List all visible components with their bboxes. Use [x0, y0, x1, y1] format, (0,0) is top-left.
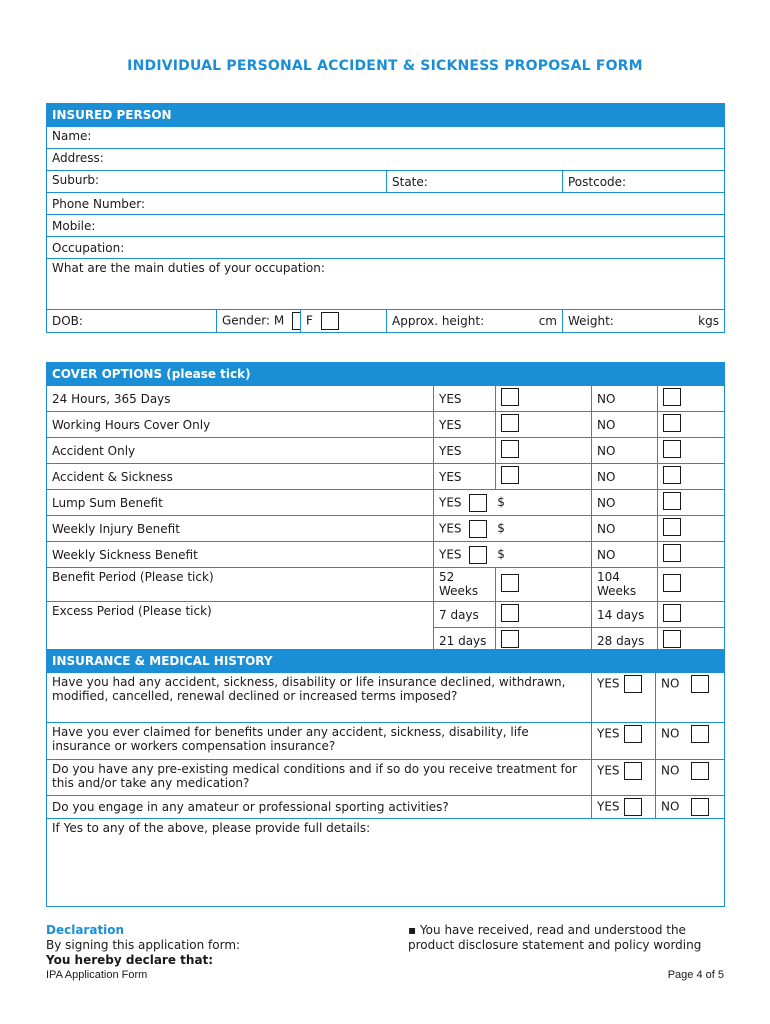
history-yes-checkbox[interactable] [624, 725, 642, 743]
ep-28-days-checkbox[interactable] [663, 630, 681, 648]
yes-amount-cell [434, 542, 592, 568]
mobile-field[interactable]: Mobile: [47, 215, 725, 237]
benefit-period-row [47, 568, 725, 602]
cover-row [47, 386, 725, 412]
full-details-field[interactable]: If Yes to any of the above, please provide full details: [47, 819, 725, 907]
no-cell [656, 723, 725, 760]
weight-unit: kgs [698, 314, 719, 328]
no-cell [656, 796, 725, 819]
yes-label: YES [597, 799, 620, 814]
declaration-heading: Declaration [46, 923, 125, 937]
address-field[interactable]: Address: [47, 149, 725, 171]
gender-f-checkbox[interactable] [321, 312, 339, 330]
yes-label: YES [439, 547, 462, 561]
cover-no-checkbox[interactable] [663, 414, 681, 432]
no-label: NO [592, 438, 658, 464]
no-cell [656, 673, 725, 723]
bp-52-weeks-checkbox[interactable] [501, 574, 519, 592]
cover-row-label: Weekly Sickness Benefit [47, 542, 434, 568]
insured-person-table [46, 103, 725, 333]
cover-row-label: 24 Hours, 365 Days [47, 386, 434, 412]
yes-label: YES [597, 763, 620, 778]
yes-label: YES [439, 495, 462, 509]
declaration-line2: You hereby declare that: [46, 953, 214, 967]
phone-field[interactable]: Phone Number: [47, 193, 725, 215]
no-label: NO [592, 386, 658, 412]
cover-no-checkbox[interactable] [663, 466, 681, 484]
cover-row [47, 516, 725, 542]
insured-person-header: INSURED PERSON [47, 104, 725, 127]
ep-14-days-checkbox[interactable] [663, 604, 681, 622]
dob-field[interactable]: DOB: [47, 310, 217, 333]
duties-field[interactable]: What are the main duties of your occupation: [47, 259, 725, 310]
yes-amount-cell [434, 490, 592, 516]
yes-cell [592, 673, 656, 723]
yes-label: YES [434, 412, 496, 438]
cover-no-checkbox[interactable] [663, 492, 681, 510]
gender-f-label: F [306, 313, 313, 328]
declaration-block [46, 923, 376, 968]
yes-label: YES [597, 726, 620, 741]
cover-row-label: Working Hours Cover Only [47, 412, 434, 438]
yes-cell [592, 723, 656, 760]
medical-history-header: INSURANCE & MEDICAL HISTORY [47, 650, 725, 673]
footer-form-name: IPA Application Form [46, 969, 148, 981]
history-yes-checkbox[interactable] [624, 675, 642, 693]
no-label: NO [592, 542, 658, 568]
footer-page-number: Page 4 of 5 [667, 969, 724, 981]
cover-row-label: Accident Only [47, 438, 434, 464]
gender-m-cell [217, 310, 301, 333]
cover-row [47, 464, 725, 490]
history-question: Have you ever claimed for benefits under any accident, sickness, disability, life insurance or workers compensation insurance? [47, 723, 592, 760]
cover-yes-checkbox[interactable] [469, 494, 487, 512]
cover-row-label: Accident & Sickness [47, 464, 434, 490]
yes-cell [592, 796, 656, 819]
cover-yes-checkbox[interactable] [469, 520, 487, 538]
cover-no-checkbox[interactable] [663, 440, 681, 458]
no-cell [656, 760, 725, 796]
cover-options-header: COVER OPTIONS (please tick) [47, 363, 725, 386]
cover-row-label: Lump Sum Benefit [47, 490, 434, 516]
height-unit: cm [538, 314, 557, 328]
cover-row [47, 490, 725, 516]
bp-104-weeks-checkbox[interactable] [663, 574, 681, 592]
no-label: NO [661, 676, 680, 691]
yes-label: YES [439, 521, 462, 535]
cover-yes-checkbox[interactable] [501, 466, 519, 484]
dollar-label: $ [497, 521, 505, 535]
cover-row [47, 438, 725, 464]
state-field[interactable]: State: [387, 171, 563, 193]
cover-no-checkbox[interactable] [663, 388, 681, 406]
cover-yes-checkbox[interactable] [501, 440, 519, 458]
dollar-label: $ [497, 495, 505, 509]
ep-14-days-label: 14 days [592, 602, 658, 628]
no-label: NO [661, 799, 680, 814]
ep-21-days-checkbox[interactable] [501, 630, 519, 648]
postcode-field[interactable]: Postcode: [563, 171, 725, 193]
gender-f-cell [301, 310, 387, 333]
no-label: NO [661, 726, 680, 741]
weight-field[interactable] [563, 310, 725, 333]
medical-history-table [46, 649, 725, 907]
gender-label: Gender: M [222, 313, 285, 328]
ep-7-days-label: 7 days [434, 602, 496, 628]
benefit-period-label: Benefit Period (Please tick) [47, 568, 434, 602]
declaration-line1: By signing this application form: [46, 938, 241, 952]
history-no-checkbox[interactable] [691, 675, 709, 693]
height-label: Approx. height: [392, 314, 485, 328]
cover-row-label: Weekly Injury Benefit [47, 516, 434, 542]
occupation-field[interactable]: Occupation: [47, 237, 725, 259]
yes-label: YES [597, 676, 620, 691]
yes-cell [592, 760, 656, 796]
excess-period-label: Excess Period (Please tick) [47, 602, 434, 654]
yes-label: YES [434, 438, 496, 464]
excess-period-row [47, 602, 725, 628]
height-field[interactable] [387, 310, 563, 333]
history-question: Do you have any pre-existing medical conditions and if so do you receive treatment for this and/or take any medication? [47, 760, 592, 796]
history-no-checkbox[interactable] [691, 762, 709, 780]
cover-row [47, 542, 725, 568]
bp-104-weeks-label: 104 Weeks [592, 568, 658, 602]
cover-yes-checkbox[interactable] [501, 414, 519, 432]
history-yes-checkbox[interactable] [624, 762, 642, 780]
no-label: NO [592, 464, 658, 490]
weight-label: Weight: [568, 314, 614, 328]
dollar-label: $ [497, 547, 505, 561]
declaration-bullet: ▪ You have received, read and understood the product disclosure statement and policy wording [408, 923, 702, 952]
cover-yes-checkbox[interactable] [501, 388, 519, 406]
yes-label: YES [434, 464, 496, 490]
cover-row [47, 412, 725, 438]
name-field[interactable]: Name: [47, 127, 725, 149]
history-question-row [47, 673, 725, 723]
page-title: INDIVIDUAL PERSONAL ACCIDENT & SICKNESS PROPOSAL FORM [127, 58, 643, 74]
no-label: NO [592, 490, 658, 516]
bp-52-weeks-label: 52 Weeks [434, 568, 496, 602]
history-question-row [47, 760, 725, 796]
no-label: NO [592, 516, 658, 542]
ep-21-days-label: 21 days [434, 628, 496, 654]
history-no-checkbox[interactable] [691, 798, 709, 816]
history-yes-checkbox[interactable] [624, 798, 642, 816]
suburb-field[interactable]: Suburb: [47, 171, 387, 193]
ep-28-days-label: 28 days [592, 628, 658, 654]
history-question: Do you engage in any amateur or professional sporting activities? [47, 796, 592, 819]
cover-options-table [46, 362, 725, 654]
history-no-checkbox[interactable] [691, 725, 709, 743]
cover-no-checkbox[interactable] [663, 544, 681, 562]
cover-yes-checkbox[interactable] [469, 546, 487, 564]
yes-amount-cell [434, 516, 592, 542]
no-label: NO [661, 763, 680, 778]
history-question-row [47, 796, 725, 819]
gender-m-checkbox[interactable] [292, 312, 300, 330]
yes-label: YES [434, 386, 496, 412]
history-question: Have you had any accident, sickness, disability or life insurance declined, withdrawn, modified, cancelled, renewal declined or increased terms imposed? [47, 673, 592, 723]
history-question-row [47, 723, 725, 760]
ep-7-days-checkbox[interactable] [501, 604, 519, 622]
cover-no-checkbox[interactable] [663, 518, 681, 536]
no-label: NO [592, 412, 658, 438]
